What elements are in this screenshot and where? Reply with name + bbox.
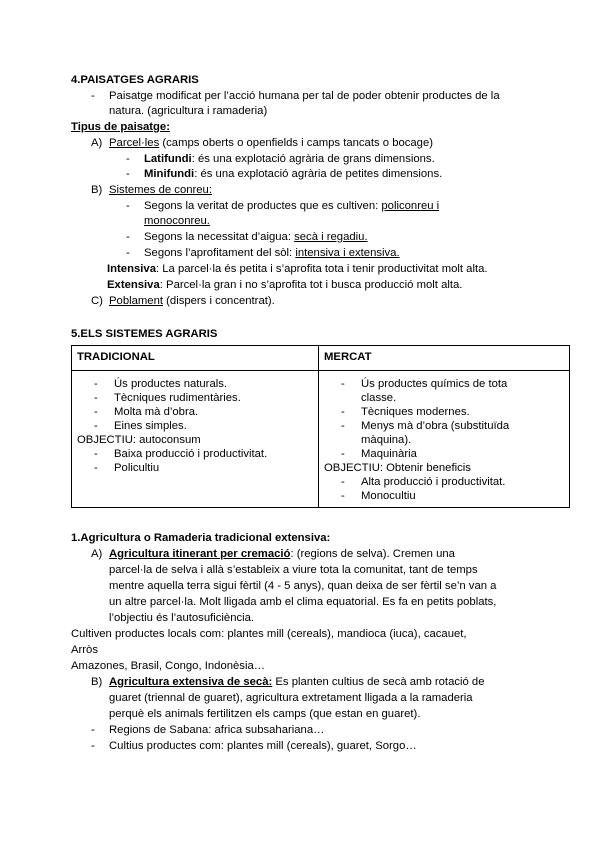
item-letter-b: B) (91, 676, 103, 688)
market-item: Menys mà d’obra (substituïda (361, 420, 510, 432)
itinerant-desc: : (regions de selva). Cremen una (290, 548, 455, 560)
dash-bullet: - (91, 90, 95, 102)
item-letter-a: A) (91, 137, 103, 149)
market-item: Maquinària (361, 448, 417, 460)
market-cell (319, 371, 570, 508)
policonreu-term: policonreu i (381, 200, 440, 212)
varietat-text: Segons la veritat de productes que es cultiven: (144, 200, 382, 212)
header-cell-traditional (72, 346, 319, 371)
poblament-desc: (dispers i concentrat). (163, 295, 275, 307)
item-letter-a: A) (91, 548, 103, 560)
itinerant-line-4: un altre parcel·la. Molt lligada amb el clima equatorial. Es fa en petits poblats, (109, 596, 497, 608)
market-item: Alta producció i productivitat. (361, 476, 506, 488)
landscape-types-heading: Tipus de paisatge: (71, 121, 170, 133)
market-item: Tècniques modernes. (361, 406, 470, 418)
farming-systems-table (71, 345, 570, 508)
market-item-cont: classe. (361, 392, 397, 404)
extensiva-seca-line-2: guaret (triennal de guaret), agricultura extretament lligada a la ramaderia (109, 692, 473, 704)
poblament-term: Poblament (109, 295, 164, 307)
header-traditional: TRADICIONAL (77, 351, 155, 363)
item-letter-b: B) (91, 184, 103, 196)
sistemes-conreu-term: Sistemes de conreu: (109, 184, 212, 196)
traditional-item: Policultiu (114, 462, 160, 474)
latifundi-term: Latifundi (144, 153, 192, 165)
header-cell-market (319, 346, 570, 371)
crops-line-1: Cultiven productes locals com: plantes mill (cereals), mandioca (iuca), cacauet, (71, 628, 467, 640)
dash-bullet: - (341, 420, 345, 432)
item-letter-c: C) (91, 295, 103, 307)
dash-bullet: - (126, 231, 130, 243)
traditional-cell (72, 371, 319, 508)
intensiva-term: Intensiva (107, 263, 156, 275)
definition-line-1: Paisatge modificat per l’acció humana per tal de poder obtenir productes de la (109, 90, 500, 102)
monoconreu-term: monoconreu. (144, 215, 210, 227)
intensiva-desc: : La parcel·la és petita i s’aprofita tota i tenir productivitat molt alta. (155, 263, 488, 275)
sol-line (144, 246, 400, 260)
dash-bullet: - (126, 247, 130, 259)
dash-bullet: - (91, 740, 95, 752)
extensiva-term: Extensiva (107, 279, 160, 291)
dash-bullet: - (91, 724, 95, 736)
latifundi-line (144, 152, 435, 166)
parceles-term: Parcel·les (109, 137, 160, 149)
regions-line: Regions de Sabana: africa subsahariana… (109, 724, 325, 736)
dash-bullet: - (341, 378, 345, 390)
extensiva-seca-line (109, 675, 485, 689)
dash-bullet: - (341, 476, 345, 488)
traditional-item: Baixa producció i productivitat. (114, 448, 268, 460)
section4-title: 4.PAISATGES AGRARIS (71, 74, 199, 86)
market-item-cont: màquina). (361, 434, 412, 446)
extensiva-seca-term: Agricultura extensiva de secà: (109, 676, 273, 688)
dash-bullet: - (94, 420, 98, 432)
intensiva-extensiva-term: intensiva i extensiva. (295, 247, 400, 259)
crops-line-3: Cultius productes com: plantes mill (cereals), guaret, Sorgo… (109, 740, 417, 752)
traditional-item: Molta mà d’obra. (114, 406, 199, 418)
dash-bullet: - (94, 448, 98, 460)
market-item: Ús productes químics de tota (361, 378, 508, 390)
dash-bullet: - (94, 392, 98, 404)
dash-bullet: - (94, 406, 98, 418)
itinerant-line-2: parcel·la de selva i allà s’estableix a viure tota la comunitat, tant de temps (109, 564, 478, 576)
definition-line-2: natura. (agricultura i ramaderia) (109, 105, 268, 117)
traditional-item: Eines simples. (114, 420, 187, 432)
market-item: Monocultiu (361, 490, 416, 502)
dash-bullet: - (126, 153, 130, 165)
poblament-line (109, 294, 275, 308)
itinerant-line-3: mentre aquella terra sigui fèrtil (4 - 5 anys), quan deixa de ser fèrtil se’n van a (109, 580, 497, 592)
minifundi-line (144, 167, 442, 181)
extensiva-seca-desc: Es planten cultius de secà amb rotació de (272, 676, 485, 688)
itinerant-line (109, 547, 455, 561)
crops-line-2: Arròs (71, 644, 98, 656)
varietat-line (144, 199, 439, 213)
dash-bullet: - (94, 462, 98, 474)
parceles-desc: (camps oberts o openfields i camps tancats o bocage) (159, 137, 434, 149)
dash-bullet: - (341, 406, 345, 418)
minifundi-term: Minifundi (144, 168, 195, 180)
itinerant-term: Agricultura itinerant per cremació (109, 548, 291, 560)
intensiva-line (107, 262, 488, 276)
section1-title: 1.Agricultura o Ramaderia tradicional extensiva: (71, 532, 331, 544)
dash-bullet: - (126, 168, 130, 180)
dash-bullet: - (341, 448, 345, 460)
dash-bullet: - (341, 490, 345, 502)
market-objective: OBJECTIU: Obtenir beneficis (324, 462, 471, 474)
seca-regadiu-term: secà i regadiu. (294, 231, 368, 243)
extensiva-line (107, 278, 462, 292)
header-market: MERCAT (324, 351, 372, 363)
latifundi-desc: : és una explotació agrària de grans dimensions. (191, 153, 435, 165)
minifundi-desc: : és una explotació agrària de petites dimensions. (194, 168, 443, 180)
itinerant-line-5: l’objectiu és l’autosuficiència. (109, 612, 255, 624)
table-header-row (72, 346, 570, 371)
traditional-item: Tècniques rudimentàries. (114, 392, 241, 404)
aigua-line (144, 230, 368, 244)
dash-bullet: - (126, 200, 130, 212)
traditional-item: Ús productes naturals. (114, 378, 228, 390)
extensiva-seca-line-3: perquè els animals fertilitzen els camps (que estan en guaret). (109, 708, 421, 720)
extensiva-desc: : Parcel·la gran i no s’aprofita tot i busca producció molt alta. (159, 279, 463, 291)
table-body-row (72, 371, 570, 508)
traditional-objective: OBJECTIU: autoconsum (77, 434, 201, 446)
dash-bullet: - (94, 378, 98, 390)
section5-title: 5.ELS SISTEMES AGRARIS (71, 328, 218, 340)
parceles-line (109, 136, 433, 150)
sol-text: Segons l’aprofitament del sòl: (144, 247, 296, 259)
places-line: Amazones, Brasil, Congo, Indonèsia… (71, 660, 266, 672)
aigua-text: Segons la necessitat d’aigua: (144, 231, 295, 243)
